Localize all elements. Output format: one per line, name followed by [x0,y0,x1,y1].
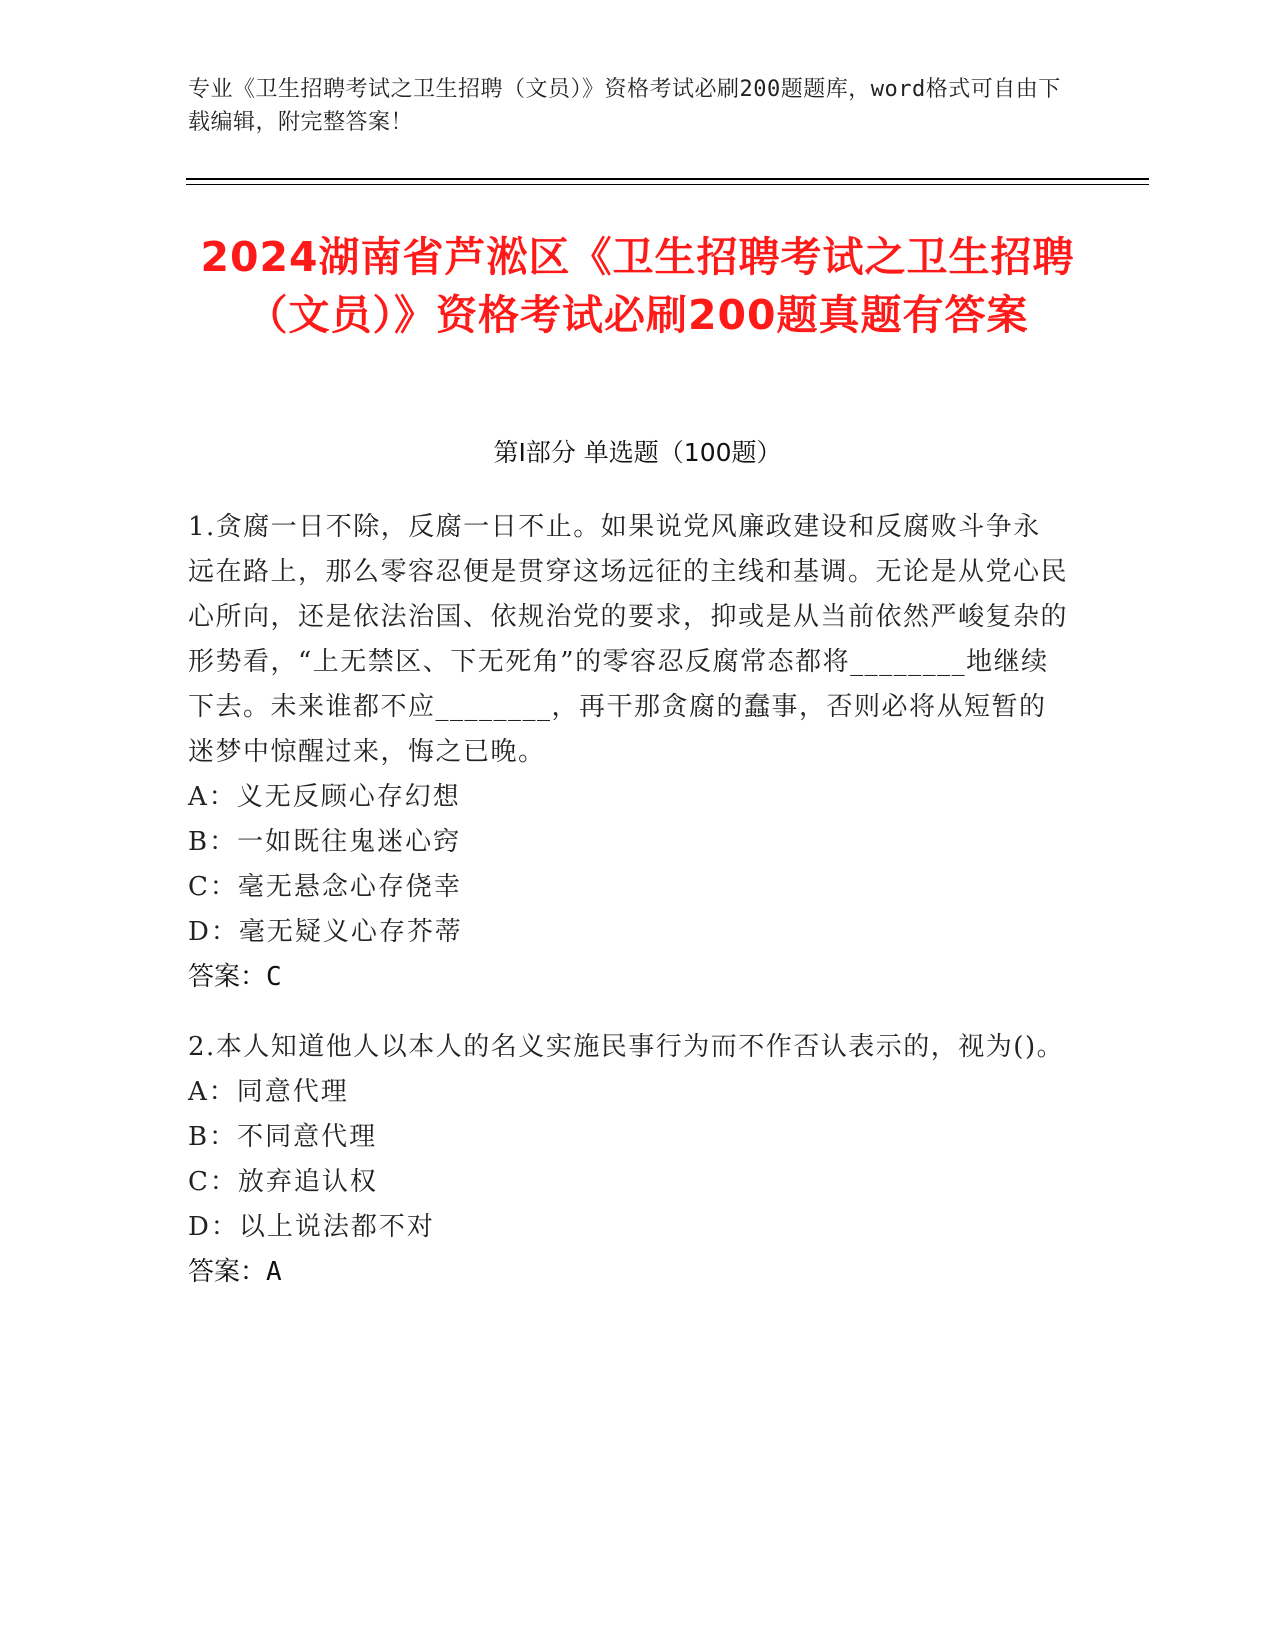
answer-value: C [266,962,282,992]
section-title: 第Ⅰ部分 单选题（100题） [493,438,782,467]
question-stem: 1.贪腐一日不除，反腐一日不止。如果说党风廉政建设和反腐败斗争永远在路上，那么零容忍便是贯穿这场远征的主线和基调。无论是从党心民心所向，还是依法治国、依规治党的要求，抑或是从当前依然严峻复杂的形势看，“上无禁区、下无死角”的零容忍反腐常态都将________地继续下去。未来谁都不应________，再干那贪腐的蠢事，否则必将从短暂的迷梦中惊醒过来，悔之已晚。 [188,512,1069,767]
option-d: D：毫无疑义心存芥蒂 [188,917,463,947]
option-b: B：一如既往鬼迷心窍 [188,827,462,857]
option-d: D：以上说法都不对 [188,1212,435,1242]
header-divider-thin [186,184,1149,185]
option-a: A：义无反顾心存幻想 [188,782,461,812]
header-note: 专业《卫生招聘考试之卫生招聘（文员）》资格考试必刷200题题库，word格式可自由下载编辑，附完整答案！ [188,77,1061,135]
option-c: C：毫无悬念心存侥幸 [188,872,462,902]
option-a: A：同意代理 [188,1077,349,1107]
document-title: 2024湖南省芦淞区《卫生招聘考试之卫生招聘（文员）》资格考试必刷200题真题有答案 [200,233,1075,339]
question-2 [188,1025,1068,1295]
option-b: B：不同意代理 [188,1122,378,1152]
header-divider-thick [186,178,1149,180]
answer-label: 答案： [188,962,267,992]
answer-line [188,1250,1068,1295]
answer-value: A [266,1257,282,1287]
question-stem: 2.本人知道他人以本人的名义实施民事行为而不作否认表示的，视为()。 [188,1032,1065,1062]
question-1 [188,505,1068,1000]
option-c: C：放弃追认权 [188,1167,378,1197]
answer-label: 答案： [188,1257,267,1287]
answer-line [188,955,1068,1000]
